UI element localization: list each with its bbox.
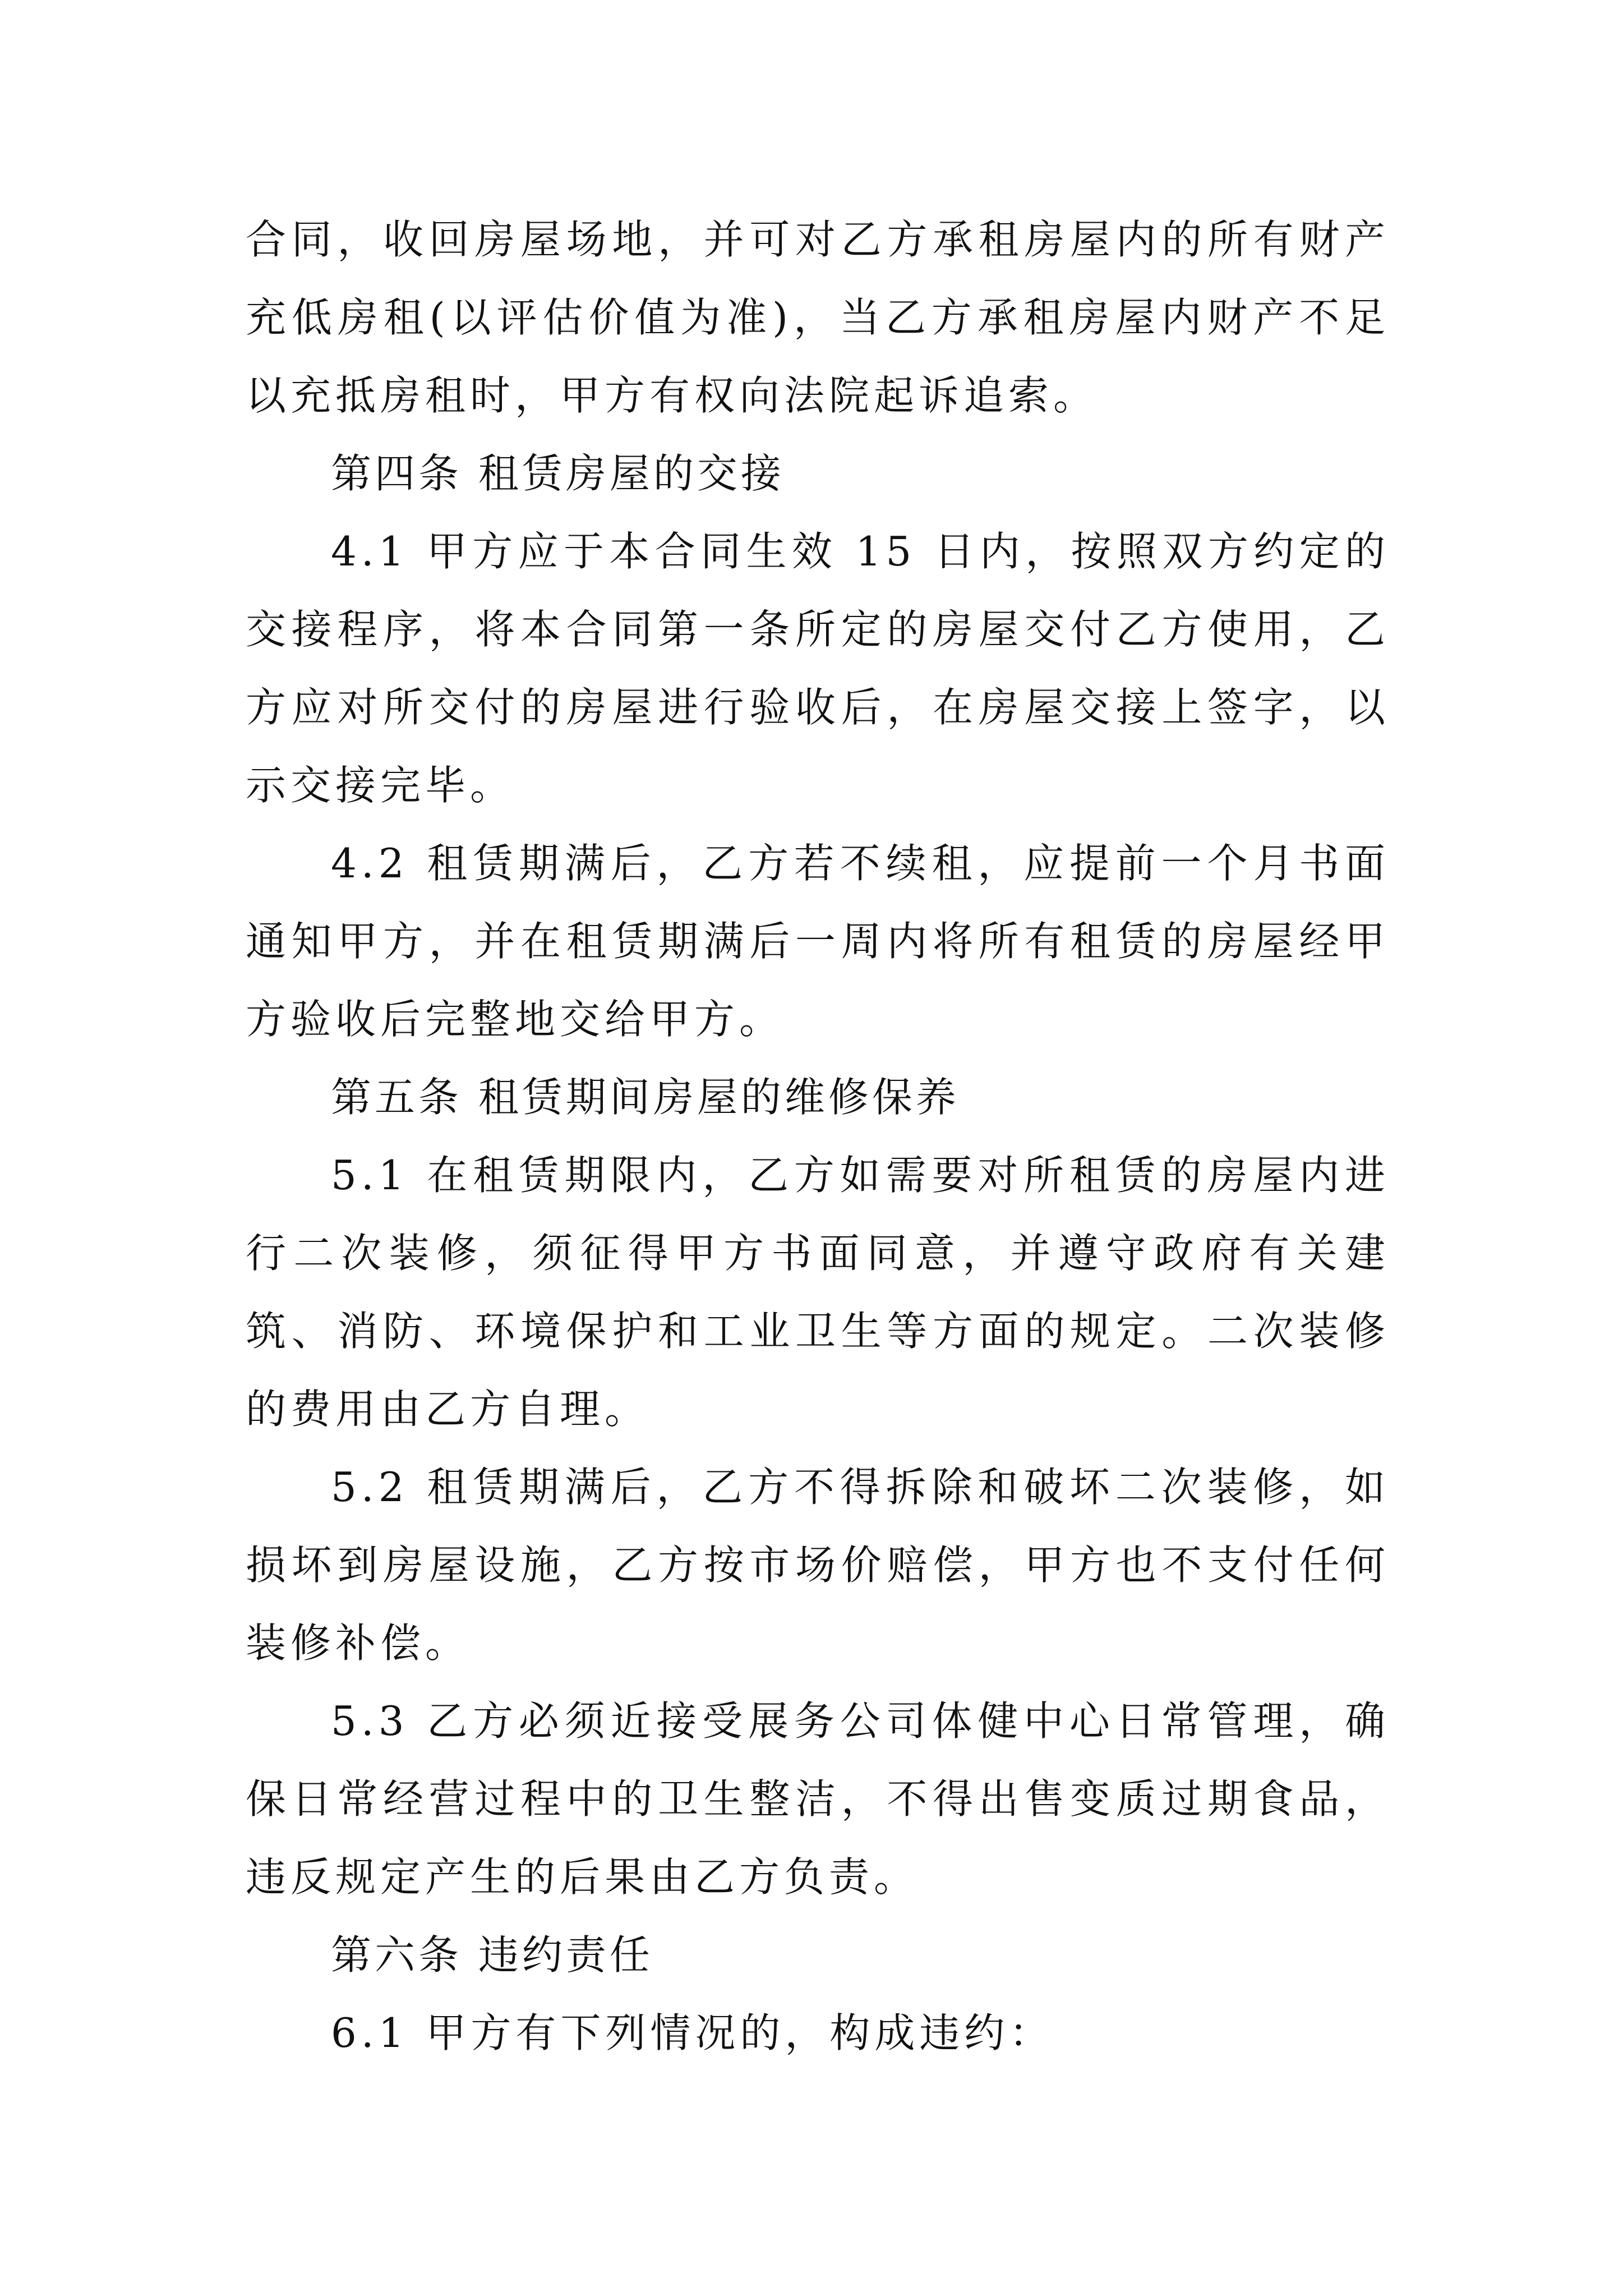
paragraph-continuation: 合同，收回房屋场地，并可对乙方承租房屋内的所有财产充低房租(以评估价值为准)，当乙方承租房屋内财产不足以充抵房租时，甲方有权向法院起诉追索。 — [246, 216, 1390, 419]
section-heading-6: 第六条 违约责任 — [331, 1931, 653, 1978]
clause-5-1: 5.1 在租赁期限内，乙方如需要对所租赁的房屋内进行二次装修，须征得甲方书面同意，并遵守政府有关建筑、消防、环境保护和工业卫生等方面的规定。二次装修的费用由乙方自理。 — [246, 1152, 1390, 1433]
document-body — [246, 201, 1390, 2072]
clause-4-2: 4.2 租赁期满后，乙方若不续租，应提前一个月书面通知甲方，并在租赁期满后一周内将所有租赁的房屋经甲方验收后完整地交给甲方。 — [246, 840, 1390, 1043]
clause-5-3: 5.3 乙方必须近接受展务公司体健中心日常管理，确保日常经营过程中的卫生整洁，不得出售变质过期食品，违反规定产生的后果由乙方负责。 — [246, 1697, 1390, 1901]
clause-5-2: 5.2 租赁期满后，乙方不得拆除和破坏二次装修，如损坏到房屋设施，乙方按市场价赔偿，甲方也不支付任何装修补偿。 — [246, 1464, 1390, 1667]
section-heading-5: 第五条 租赁期间房屋的维修保养 — [331, 1074, 960, 1121]
clause-6-1: 6.1 甲方有下列情况的，构成违约： — [331, 2009, 1054, 2056]
section-heading-4: 第四条 租赁房屋的交接 — [331, 450, 785, 497]
clause-4-1: 4.1 甲方应于本合同生效 15 日内，按照双方约定的交接程序，将本合同第一条所定的房屋交付乙方使用，乙方应对所交付的房屋进行验收后，在房屋交接上签字，以示交接完毕。 — [246, 528, 1390, 809]
